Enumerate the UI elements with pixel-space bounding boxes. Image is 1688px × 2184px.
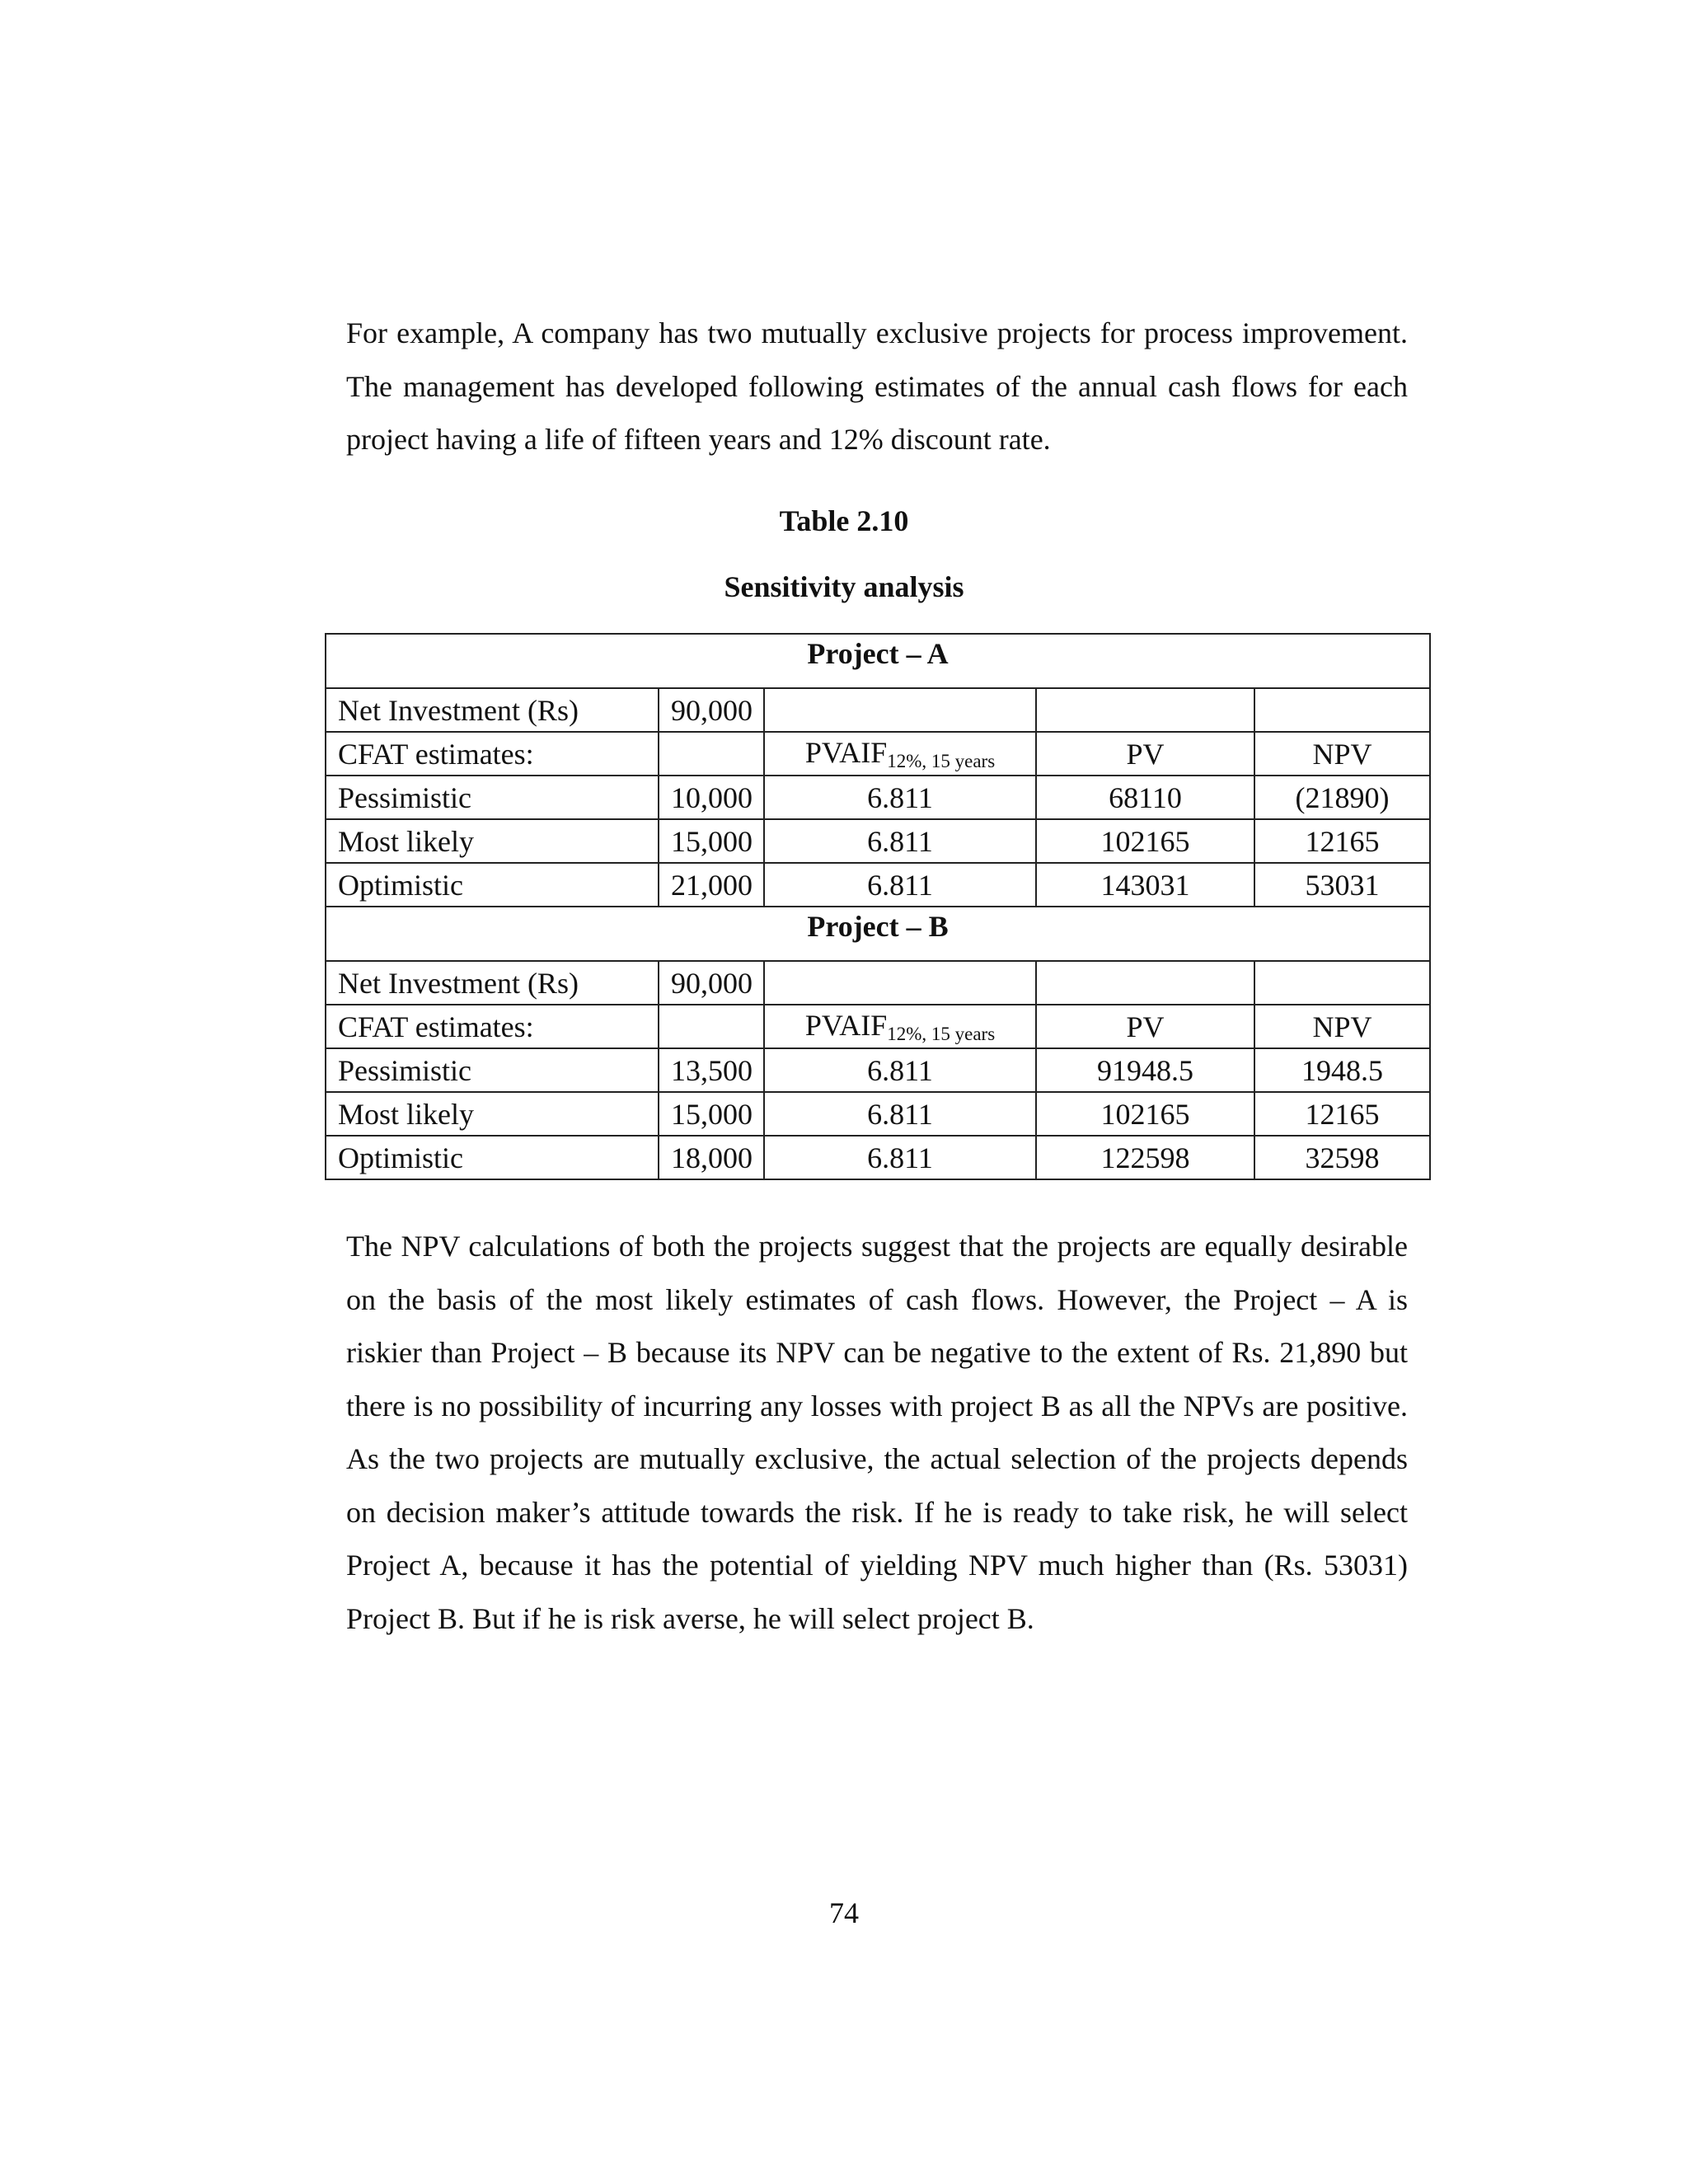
table-number: Table 2.10	[779, 504, 909, 537]
pvaif-value: 6.811	[764, 819, 1036, 863]
cfat-value: 13,500	[659, 1048, 764, 1092]
empty-cell	[764, 961, 1036, 1005]
pvaif-value: 6.811	[764, 863, 1036, 907]
pv-value: 102165	[1036, 819, 1254, 863]
table-row	[326, 1048, 1430, 1092]
table-row	[326, 863, 1430, 907]
cfat-value: 18,000	[659, 1136, 764, 1179]
project-b-net-investment-row	[326, 961, 1430, 1005]
pv-header: PV	[1036, 732, 1254, 776]
pvaif-value: 6.811	[764, 1136, 1036, 1179]
pv-header: PV	[1036, 1005, 1254, 1048]
scenario-label: Most likely	[326, 819, 659, 863]
npv-value: 53031	[1254, 863, 1430, 907]
pvaif-header-subscript: 12%, 15 years	[887, 1024, 996, 1044]
project-a-net-investment-row	[326, 688, 1430, 732]
scenario-label: Optimistic	[326, 1136, 659, 1179]
npv-value: (21890)	[1254, 776, 1430, 819]
pvaif-header	[764, 732, 1036, 776]
empty-cell	[764, 688, 1036, 732]
scenario-label: Most likely	[326, 1092, 659, 1136]
table-row	[326, 776, 1430, 819]
pvaif-header	[764, 1005, 1036, 1048]
cfat-label: CFAT estimates:	[326, 1005, 659, 1048]
table-row	[326, 1136, 1430, 1179]
cfat-value: 10,000	[659, 776, 764, 819]
pv-value: 68110	[1036, 776, 1254, 819]
pvaif-header-text: PVAIF	[804, 736, 888, 769]
empty-cell	[659, 732, 764, 776]
cfat-label: CFAT estimates:	[326, 732, 659, 776]
empty-cell	[1036, 961, 1254, 1005]
pvaif-value: 6.811	[764, 776, 1036, 819]
intro-paragraph: For example, A company has two mutually exclusive projects for process improvement. The management has developed following estimates of the annual cash flows for each project having a life of fifteen years and 12% discount rate.	[346, 316, 1408, 456]
pv-value: 91948.5	[1036, 1048, 1254, 1092]
cfat-value: 21,000	[659, 863, 764, 907]
npv-header: NPV	[1254, 732, 1430, 776]
sensitivity-table	[325, 633, 1431, 1180]
pvaif-header-text: PVAIF	[804, 1009, 888, 1042]
scenario-label: Pessimistic	[326, 1048, 659, 1092]
pvaif-value: 6.811	[764, 1092, 1036, 1136]
empty-cell	[659, 1005, 764, 1048]
net-investment-value: 90,000	[659, 688, 764, 732]
conclusion-paragraph: The NPV calculations of both the projects suggest that the projects are equally desirable on the basis of the most likely estimates of cash flows. However, the Project – A is riskier than Project – B because its NPV can be negative to the extent of Rs. 21,890 but there is no possibility of incurring any losses with project B as all the NPVs are positive. As the two projects are mutually exclusive, the actual selection of the projects depends on decision maker’s attitude towards the risk. If he is ready to take risk, he will select Project A, because it has the potential of yielding NPV much higher than (Rs. 53031) Project B. But if he is risk averse, he will select project B.	[346, 1230, 1408, 1635]
cfat-value: 15,000	[659, 819, 764, 863]
table-row	[326, 819, 1430, 863]
scenario-label: Pessimistic	[326, 776, 659, 819]
pv-value: 102165	[1036, 1092, 1254, 1136]
pv-value: 122598	[1036, 1136, 1254, 1179]
project-b-header-row	[326, 907, 1430, 961]
npv-value: 12165	[1254, 819, 1430, 863]
npv-value: 32598	[1254, 1136, 1430, 1179]
project-a-title: Project – A	[326, 634, 1430, 688]
project-b-column-header-row	[326, 1005, 1430, 1048]
empty-cell	[1036, 688, 1254, 732]
npv-header: NPV	[1254, 1005, 1430, 1048]
net-investment-label: Net Investment (Rs)	[326, 961, 659, 1005]
cfat-value: 15,000	[659, 1092, 764, 1136]
table-row	[326, 1092, 1430, 1136]
net-investment-value: 90,000	[659, 961, 764, 1005]
npv-value: 12165	[1254, 1092, 1430, 1136]
project-a-column-header-row	[326, 732, 1430, 776]
npv-value: 1948.5	[1254, 1048, 1430, 1092]
empty-cell	[1254, 961, 1430, 1005]
net-investment-label: Net Investment (Rs)	[326, 688, 659, 732]
scenario-label: Optimistic	[326, 863, 659, 907]
table-title: Sensitivity analysis	[724, 570, 964, 603]
pv-value: 143031	[1036, 863, 1254, 907]
project-b-title: Project – B	[326, 907, 1430, 961]
project-a-header-row	[326, 634, 1430, 688]
pvaif-value: 6.811	[764, 1048, 1036, 1092]
empty-cell	[1254, 688, 1430, 732]
page-number: 74	[829, 1896, 859, 1929]
pvaif-header-subscript: 12%, 15 years	[887, 751, 996, 771]
